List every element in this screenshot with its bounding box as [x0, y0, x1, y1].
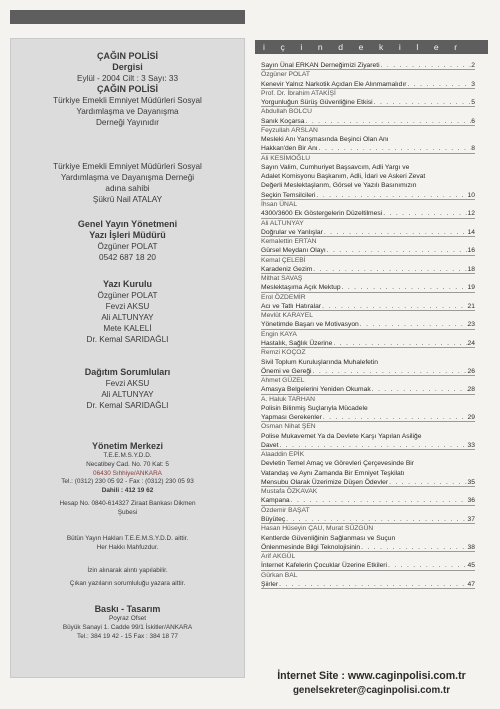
editorial-section	[11, 219, 244, 263]
board-member: Fevzi AKSU	[105, 302, 150, 311]
toc-page-number: 16	[467, 247, 475, 255]
toc-author: Remzi KOÇOZ	[261, 349, 306, 357]
board-member: Mete KALELİ	[103, 324, 152, 333]
toc-page-number: 35	[467, 478, 475, 486]
toc-title-line: Devletin Temel Amaç ve Görevleri Çerçevesinde Bir	[261, 460, 415, 468]
toc-page-number: 18	[467, 265, 475, 273]
toc-author: Osman Nihat ŞEN	[261, 423, 316, 431]
toc-page-number: 33	[467, 441, 475, 449]
toc-entry	[261, 117, 475, 126]
toc-author: A. Haluk TARHAN	[261, 395, 316, 403]
board-member: Dr. Kemal SARIDAĞLI	[86, 335, 169, 344]
toc-author: Özgüner POLAT	[261, 71, 310, 79]
toc-entry	[261, 385, 475, 394]
masthead-header	[11, 51, 244, 128]
toc-author: Feyzullah ARSLAN	[261, 126, 318, 134]
hq-line: Şubesi	[117, 508, 138, 516]
toc-page-number: 23	[467, 321, 475, 329]
hq-line: 06430 Sıhhiye/ANKARA	[93, 469, 162, 477]
toc-entry-title: 4300/3600 Ek Göstergelerin Düzeltilmesi	[261, 210, 383, 218]
toc-title-line: Sayın Valim, Cumhuriyet Başsavcım, Adli Yargı ve	[261, 163, 410, 171]
toc-page-number: 45	[467, 562, 475, 570]
toc-page-number: 14	[467, 228, 475, 236]
toc-author: Arif AKGÜL	[261, 553, 296, 561]
toc-page-number: 24	[467, 339, 475, 347]
general-manager-title: Genel Yayın Yönetmeni	[77, 219, 178, 229]
toc-entry-title: Mensubu Olarak Üzerimize Düşen Ödevler	[261, 478, 389, 486]
toc-entry-title: Kampana	[261, 497, 290, 505]
toc-page-number: 8	[471, 145, 475, 153]
toc-page-number: 5	[471, 99, 475, 107]
top-decorative-bar	[10, 10, 245, 24]
toc-entry	[261, 61, 475, 70]
toc-entry-title: Yorgunluğun Sürüş Güvenliğine Etkisi	[261, 99, 373, 107]
toc-author: Abdullah BOLCU	[261, 108, 312, 116]
toc-entry	[261, 80, 475, 89]
board-title: Yazı Kurulu	[102, 279, 152, 289]
print-line: Poyraz Ofset	[109, 615, 146, 622]
toc-entry-title: Önlenmesinde Bilgi Teknolojisinin	[261, 543, 361, 551]
toc-page-number: 10	[467, 191, 475, 199]
publisher-line: Derneği Yayınıdır	[96, 118, 159, 127]
toc-author: Mevlüt KARAYEL	[261, 312, 313, 320]
board-member: Ali ALTUNYAY	[101, 313, 154, 322]
headquarters-title: Yönetim Merkezi	[91, 441, 164, 451]
toc-page-number: 19	[467, 284, 475, 292]
toc-page-number: 6	[471, 117, 475, 125]
owner-name: Şükrü Nail ATALAY	[92, 195, 163, 204]
toc-author: Alaaddin EPİK	[261, 451, 305, 459]
hq-line: Necatibey Cad. No. 70 Kat: 5	[86, 460, 169, 468]
print-title: Baskı - Tasarım	[94, 604, 161, 614]
toc-entry	[261, 265, 475, 274]
hq-line: T.E.E.M.S.Y.D.D.	[103, 452, 152, 459]
toc-entry	[261, 515, 475, 524]
website-text: İnternet Site : www.caginpolisi.com.tr	[277, 670, 466, 682]
toc-author: Ahmet GÜZEL	[261, 377, 305, 385]
toc-author: Engin KAYA	[261, 330, 297, 338]
toc-author: Özdemir BAŞAT	[261, 506, 310, 514]
toc-entry	[261, 209, 475, 218]
toc-entry	[261, 478, 475, 487]
toc-entry-title: Seçkin Temsilcileri	[261, 191, 316, 199]
toc-page-number: 37	[467, 516, 475, 524]
toc-entry	[261, 144, 475, 153]
toc-author: Mustafa ÖZKAVAK	[261, 488, 318, 496]
toc-entry-title: Doğrular ve Yanlışlar	[261, 228, 323, 236]
toc-entry	[261, 191, 475, 200]
headquarters-section	[11, 441, 244, 518]
table-of-contents	[261, 61, 475, 589]
toc-entry-title: Büyüteç	[261, 516, 286, 524]
note-line: İzin alınarak alıntı yapılabilir.	[87, 567, 168, 574]
toc-author: Ali ALTUNYAY	[261, 219, 304, 227]
toc-entry	[261, 228, 475, 237]
toc-author: Prof. Dr. İbrahim ATAKİŞİ	[261, 89, 336, 97]
toc-entry-title: Amasya Belgelerini Yeniden Okumak	[261, 386, 371, 394]
distribution-title: Dağıtım Sorumluları	[84, 367, 171, 377]
toc-page-number: 21	[467, 302, 475, 310]
publisher-line: Türkiye Emekli Emniyet Müdürleri Sosyal	[53, 96, 202, 105]
note-line: Çıkan yazıların sorumluluğu yazara aittir.	[69, 579, 186, 587]
toc-title-line: Adalet Komisyonu Başkanım, Adli, İdari ve Askeri Zevat	[261, 173, 426, 181]
toc-page-number: 28	[467, 386, 475, 394]
hq-line: Tel.: (0312) 230 05 92 - Fax : (0312) 230 05 93	[61, 478, 194, 486]
toc-entry	[261, 543, 475, 552]
distributor: Fevzi AKSU	[105, 379, 150, 388]
toc-header: i ç i n d e k i l e r	[255, 40, 488, 54]
toc-entry	[261, 98, 475, 107]
toc-author: Kemalettin ERTAN	[261, 238, 317, 246]
writing-manager-phone: 0542 687 18 20	[99, 253, 156, 262]
toc-entry	[261, 320, 475, 329]
print-line: Büyük Sanayi 1. Cadde 99/1 İskitler/ANKARA	[62, 623, 193, 631]
toc-author: Hasan Hüseyin ÇAU, Murat SÜZGÜN	[261, 525, 374, 533]
toc-entry	[261, 302, 475, 311]
toc-entry-title: İnternet Kafelerin Çocuklar Üzerine Etkileri	[261, 562, 388, 570]
masthead-panel	[10, 38, 245, 678]
writing-manager-name: Özgüner POLAT	[97, 242, 158, 251]
toc-title-line: Kentlerde Güvenliğinin Sağlanması ve Suçun	[261, 534, 396, 542]
toc-author: Erol ÖZDEMİR	[261, 293, 306, 301]
toc-entry-title: Kenevir Yalnız Narkotik Açıdan Ele Alınmamalıdır	[261, 80, 407, 88]
toc-entry	[261, 561, 475, 570]
notes-section	[11, 567, 244, 589]
toc-author: İhsan ÜNAL	[261, 200, 298, 208]
toc-page-number: 26	[467, 367, 475, 375]
owner-section	[11, 161, 244, 205]
print-section	[11, 604, 244, 641]
toc-title-line: Sivil Toplum Kuruluşlarında Muhalefetin	[261, 358, 378, 366]
toc-author: Ali KESİMOĞLU	[261, 154, 311, 162]
toc-entry-title: Davet	[261, 441, 279, 449]
org-type: Dergisi	[112, 62, 143, 72]
toc-title-line: Vatandaş ve Aynı Zamanda Bir Emniyet Teşkilatı	[261, 469, 405, 477]
org-name: ÇAĞIN POLİSİ	[96, 51, 158, 61]
toc-entry-title: Karadeniz Gezim	[261, 265, 313, 273]
publisher-line: Yardımlaşma ve Dayanışma	[76, 107, 179, 116]
toc-entry-title: Sanık Koçarsa	[261, 117, 305, 125]
toc-entry-title: Önemi ve Gereği	[261, 367, 312, 375]
toc-entry	[261, 441, 475, 450]
distributor: Dr. Kemal SARIDAĞLI	[86, 401, 169, 410]
toc-entry-title: Sayın Ünal ERKAN Derneğimizi Ziyareti	[261, 62, 380, 69]
issue-info: Eylül - 2004 Cilt : 3 Sayı: 33	[76, 74, 179, 83]
toc-entry	[261, 496, 475, 505]
owner-line: Türkiye Emekli Emniyet Müdürleri Sosyal	[53, 162, 202, 171]
toc-entry-title: Yapması Gerekenler	[261, 414, 322, 422]
toc-author: Gürkan BAL	[261, 571, 298, 579]
distributor: Ali ALTUNYAY	[101, 390, 154, 399]
toc-author: Mithat SAVAŞ	[261, 275, 303, 283]
toc-title-line: Polisin Bilinmiş Suçlarıyla Mücadele	[261, 404, 368, 412]
toc-entry-title: Acı ve Tatlı Hatıralar	[261, 302, 322, 310]
rights-line: Bütün Yayın Hakları T.E.E.M.S.Y.D.D. aittir.	[66, 535, 189, 542]
toc-entry-title: Yönetimde Başarı ve Motivasyon	[261, 321, 359, 329]
editorial-board	[11, 279, 244, 345]
toc-entry	[261, 283, 475, 292]
toc-title-line: Mesleki Anı Yarışmasında Beşinci Olan Anı	[261, 136, 389, 144]
toc-title-line: Değerli Meslektaşlarım, Görsel ve Yazılı Basınımızın	[261, 182, 417, 190]
org-name-secondary: ÇAĞIN POLİSİ	[96, 84, 158, 94]
email-text: genelsekreter@caginpolisi.com.tr	[292, 685, 451, 696]
toc-entry-title: Meslektaşıma Açık Mektup	[261, 284, 341, 292]
toc-page-number: 12	[467, 210, 475, 218]
distribution-section	[11, 367, 244, 411]
toc-entry	[261, 367, 475, 376]
rights-section	[11, 535, 244, 553]
toc-page-number: 38	[467, 543, 475, 551]
toc-entry-title: Hastalık, Sağlık Üzerine	[261, 339, 333, 347]
toc-title-line: Polise Mukavemet Ya da Devlete Karşı Yapılan Asiliğe	[261, 432, 422, 440]
print-line: Tel.: 384 19 42 - 15 Fax : 384 18 77	[77, 632, 178, 640]
toc-entry	[261, 580, 475, 589]
toc-page-number: 29	[467, 414, 475, 422]
toc-page-number: 3	[471, 80, 475, 88]
toc-entry	[261, 339, 475, 348]
toc-page-number: 2	[471, 62, 475, 69]
board-member: Özgüner POLAT	[97, 291, 158, 300]
owner-line: adına sahibi	[105, 184, 150, 193]
hq-line: Dahili : 412 19 62	[101, 487, 154, 495]
hq-line: Hesap No. 0840-614327 Ziraat Bankası Dikmen	[59, 499, 196, 507]
writing-manager-title: Yazı İşleri Müdürü	[89, 230, 166, 240]
toc-page-number: 36	[467, 497, 475, 505]
toc-entry	[261, 246, 475, 255]
owner-line: Yardımlaşma ve Dayanışma Derneği	[60, 173, 195, 182]
toc-entry-title: Hakkan'den Bir Anı	[261, 145, 318, 153]
toc-page-number: 47	[467, 580, 475, 588]
rights-line: Her Hakkı Mahfuzdur.	[96, 543, 159, 551]
toc-author: Kemal ÇELEBİ	[261, 256, 306, 264]
toc-entry-title: Gürsel Meydanı Olayı	[261, 247, 326, 255]
toc-entry	[261, 413, 475, 422]
toc-underline	[261, 588, 475, 589]
toc-entry-title: Şiirler	[261, 580, 279, 588]
